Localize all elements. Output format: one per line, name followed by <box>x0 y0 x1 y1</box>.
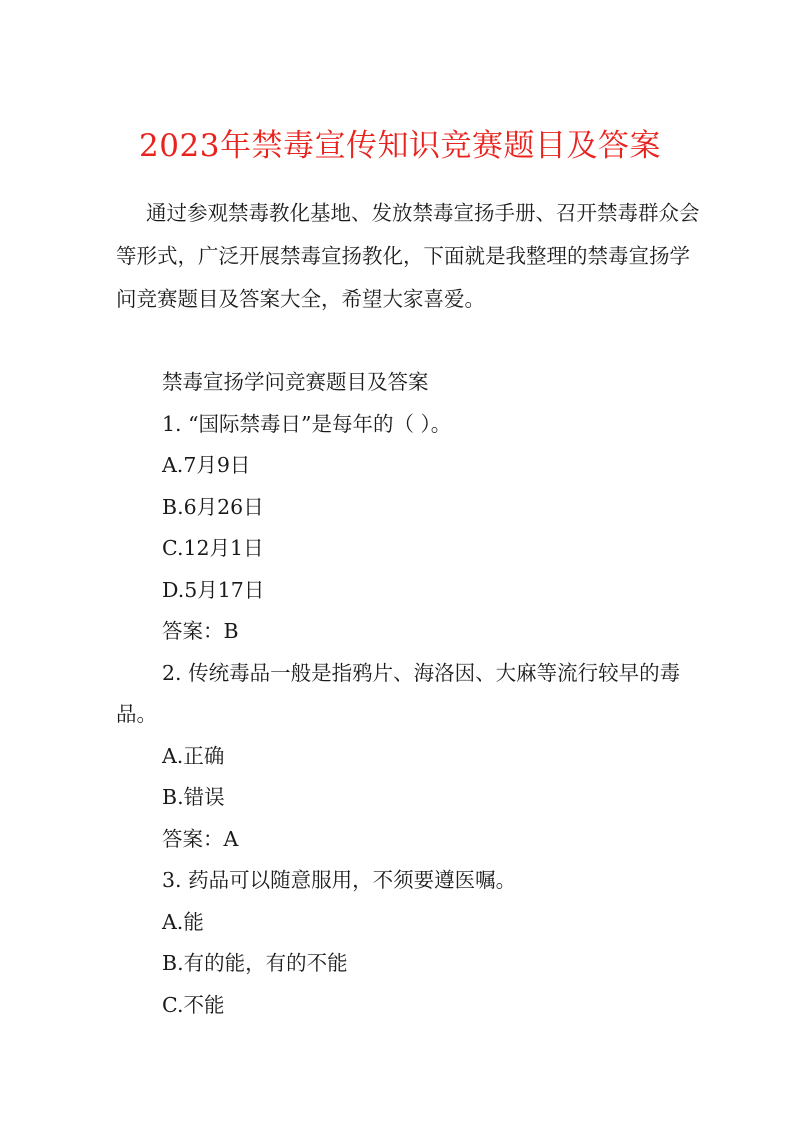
document-title: 2023年禁毒宣传知识竞赛题目及答案 <box>139 128 661 164</box>
question-2-option-a: A.正确 <box>162 743 225 768</box>
question-2-answer: 答案：A <box>162 826 239 851</box>
question-1-answer: 答案：B <box>162 619 239 643</box>
question-1-option-a: A.7月9日 <box>162 453 251 477</box>
question-2-option-b: B.错误 <box>162 785 225 809</box>
question-3-option-c: C.不能 <box>162 992 225 1017</box>
question-3-option-a: A.能 <box>162 909 204 934</box>
question-1-option-d: D.5月17日 <box>162 577 265 602</box>
intro-paragraph: 通过参观禁毒教化基地、发放禁毒宣扬手册、召开禁毒群众会等形式，广泛开展禁毒宣扬教化，下面就是我整理的禁毒宣扬学问竞赛题目及答案大全，希望大家喜爱。 <box>116 201 700 311</box>
question-1: 1. “国际禁毒日”是每年的（ ）。 <box>162 411 452 436</box>
question-1-option-b: B.6月26日 <box>162 494 264 519</box>
question-3-option-b: B.有的能，有的不能 <box>162 951 348 975</box>
quiz-section <box>116 362 706 1026</box>
question-1-option-c: C.12月1日 <box>162 536 264 560</box>
question-3: 3. 药品可以随意服用，不须要遵医嘱。 <box>162 868 517 892</box>
section-heading: 禁毒宣扬学问竞赛题目及答案 <box>162 370 429 394</box>
question-2: 2. 传统毒品一般是指鸦片、海洛因、大麻等流行较早的毒品。 <box>116 660 681 726</box>
